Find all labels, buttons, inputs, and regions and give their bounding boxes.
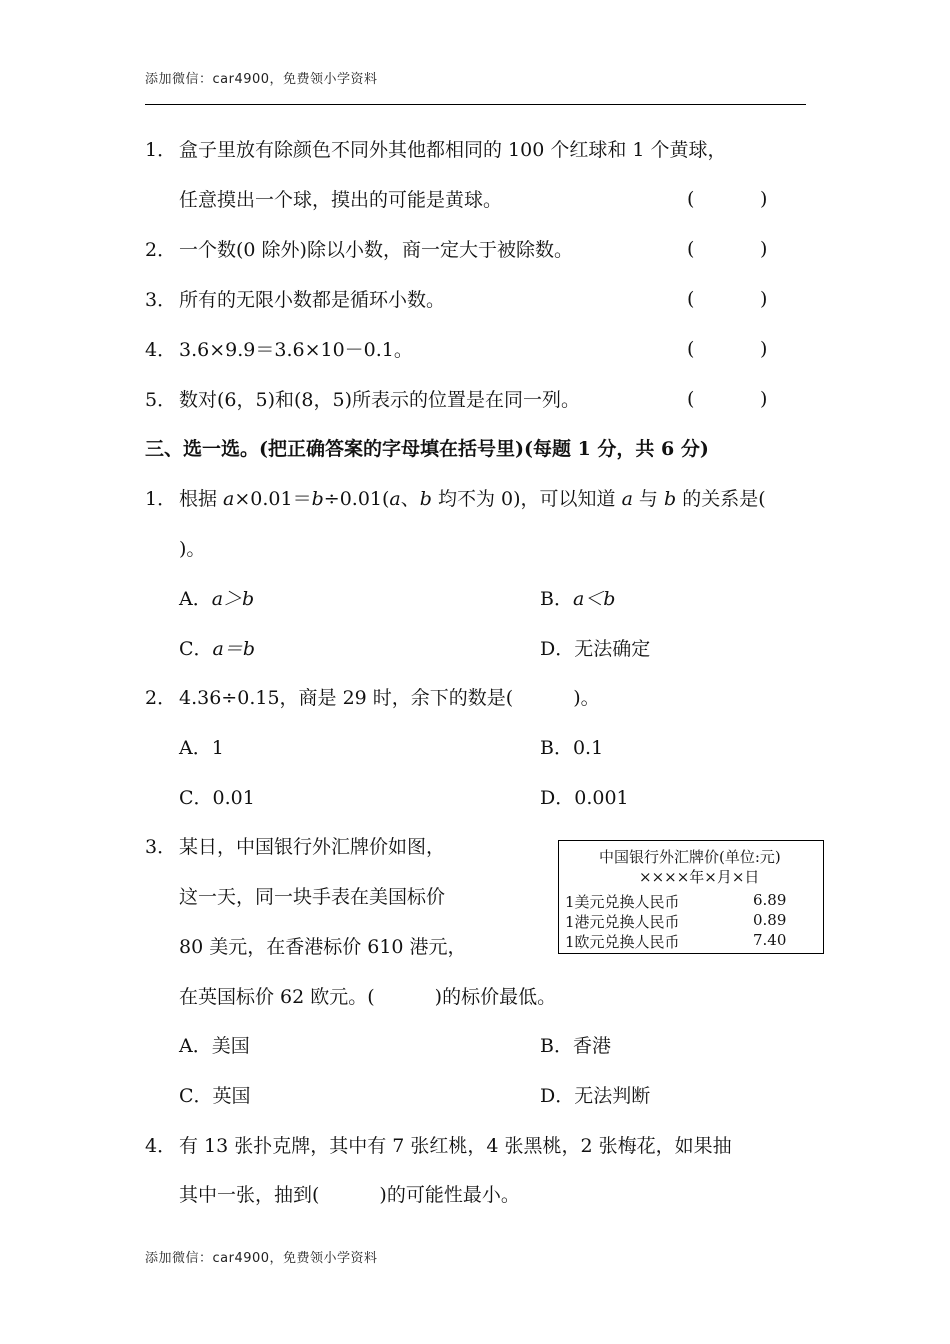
section-title: 三、选一选。(把正确答案的字母填在括号里)(每题 1 分，共 6 分) <box>145 438 709 460</box>
question-2 <box>145 686 600 710</box>
option-text: a＝b <box>212 638 256 660</box>
var-b: b <box>311 488 324 510</box>
answer-paren-close: ) <box>760 388 768 410</box>
option-label: C． <box>179 638 213 660</box>
table-title: 中国银行外汇牌价(单位:元) <box>599 848 781 866</box>
table-row-label: 1美元兑换人民币 <box>565 893 680 911</box>
option-d: D．无法判断 <box>540 1085 651 1107</box>
q3-text: 某日，中国银行外汇牌价如图， <box>179 836 446 858</box>
option-a: A．美国 <box>179 1035 250 1057</box>
question-3-line2: 这一天，同一块手表在美国标价 <box>179 886 446 908</box>
option-c <box>179 637 255 661</box>
option-d: D．无法确定 <box>540 638 651 660</box>
page-footer: 添加微信：car4900，免费领小学资料 <box>145 1251 378 1266</box>
question-1-cont: )。 <box>179 538 206 560</box>
var-b: b <box>419 488 432 510</box>
q1-text: ×0.01＝ <box>234 488 312 510</box>
answer-paren-open: ( <box>687 338 695 360</box>
page-header: 添加微信：car4900，免费领小学资料 <box>145 72 378 87</box>
table-row-value: 0.89 <box>753 911 787 929</box>
table-row-label: 1欧元兑换人民币 <box>565 933 680 951</box>
var-a: a <box>389 488 401 510</box>
judge-text: 3.6×9.9＝3.6×10－0.1。 <box>179 339 413 361</box>
table-row-value: 7.40 <box>753 931 787 949</box>
q1-text: 、 <box>400 488 420 510</box>
q1-text: 与 <box>632 488 664 510</box>
var-a: a <box>223 488 235 510</box>
judge-number: 2． <box>145 239 177 261</box>
question-number: 3． <box>145 836 177 858</box>
q1-text: 根据 <box>179 488 224 510</box>
q3-text: 在英国标价 62 欧元。( <box>179 986 375 1008</box>
judge-number: 5． <box>145 389 177 411</box>
judge-item-3 <box>145 288 445 312</box>
judge-text: 所有的无限小数都是循环小数。 <box>179 289 446 311</box>
judge-number: 3． <box>145 289 177 311</box>
question-1 <box>145 487 766 511</box>
question-4 <box>145 1134 732 1158</box>
q1-text: ÷0.01( <box>323 488 390 510</box>
judge-number: 4． <box>145 339 177 361</box>
option-b <box>540 587 615 611</box>
var-a: a <box>621 488 633 510</box>
var-b: b <box>663 488 677 510</box>
judge-item-1-cont: 任意摸出一个球，摸出的可能是黄球。 <box>179 189 503 211</box>
question-number: 1． <box>145 488 177 510</box>
answer-paren-open: ( <box>687 238 695 260</box>
header-rule <box>145 104 806 105</box>
q2-text: 4.36÷0.15，商是 29 时，余下的数是( <box>179 687 514 709</box>
judge-text: 数对(6，5)和(8，5)所表示的位置是在同一列。 <box>179 389 581 411</box>
answer-paren-close: ) <box>760 188 768 210</box>
exchange-rate-table <box>558 840 824 954</box>
question-4-cont <box>179 1183 520 1207</box>
q2-tail: )。 <box>573 687 600 709</box>
question-3 <box>145 835 445 859</box>
judge-item-2 <box>145 238 573 262</box>
q4-tail: )的可能性最小。 <box>379 1184 520 1206</box>
option-d: D．0.001 <box>540 787 629 809</box>
answer-paren-close: ) <box>760 288 768 310</box>
judge-item-5 <box>145 388 580 412</box>
table-row-value: 6.89 <box>753 891 787 909</box>
q1-text: 的关系是( <box>676 488 766 510</box>
table-date: ××××年×月×日 <box>639 868 760 886</box>
q4-text: 有 13 张扑克牌，其中有 7 张红桃，4 张黑桃，2 张梅花，如果抽 <box>179 1135 732 1157</box>
option-b: B．0.1 <box>540 737 604 759</box>
option-c: C．0.01 <box>179 787 255 809</box>
answer-paren-close: ) <box>760 238 768 260</box>
question-3-line3: 80 美元，在香港标价 610 港元， <box>179 936 467 958</box>
answer-paren-open: ( <box>687 188 695 210</box>
option-label: B． <box>540 588 573 610</box>
option-a: A．1 <box>179 737 224 759</box>
judge-text: 一个数(0 除外)除以小数，商一定大于被除数。 <box>179 239 573 261</box>
judge-text: 盒子里放有除颜色不同外其他都相同的 100 个红球和 1 个黄球， <box>179 139 727 161</box>
q1-text: 均不为 0)，可以知道 <box>431 488 622 510</box>
option-b: B．香港 <box>540 1035 611 1057</box>
question-3-line4 <box>179 985 556 1009</box>
table-row-label: 1港元兑换人民币 <box>565 913 680 931</box>
option-label: A． <box>179 588 212 610</box>
answer-paren-close: ) <box>760 338 768 360</box>
q3-tail: )的标价最低。 <box>434 986 557 1008</box>
question-number: 4． <box>145 1135 177 1157</box>
answer-paren-open: ( <box>687 388 695 410</box>
option-text: a＞b <box>211 588 255 610</box>
option-c: C．英国 <box>179 1085 251 1107</box>
answer-paren-open: ( <box>687 288 695 310</box>
judge-number: 1． <box>145 139 177 161</box>
judge-item-1 <box>145 138 727 162</box>
judge-item-4 <box>145 338 413 362</box>
q4-text: 其中一张，抽到( <box>179 1184 320 1206</box>
option-a <box>179 587 254 611</box>
question-number: 2． <box>145 687 177 709</box>
option-text: a＜b <box>572 588 616 610</box>
